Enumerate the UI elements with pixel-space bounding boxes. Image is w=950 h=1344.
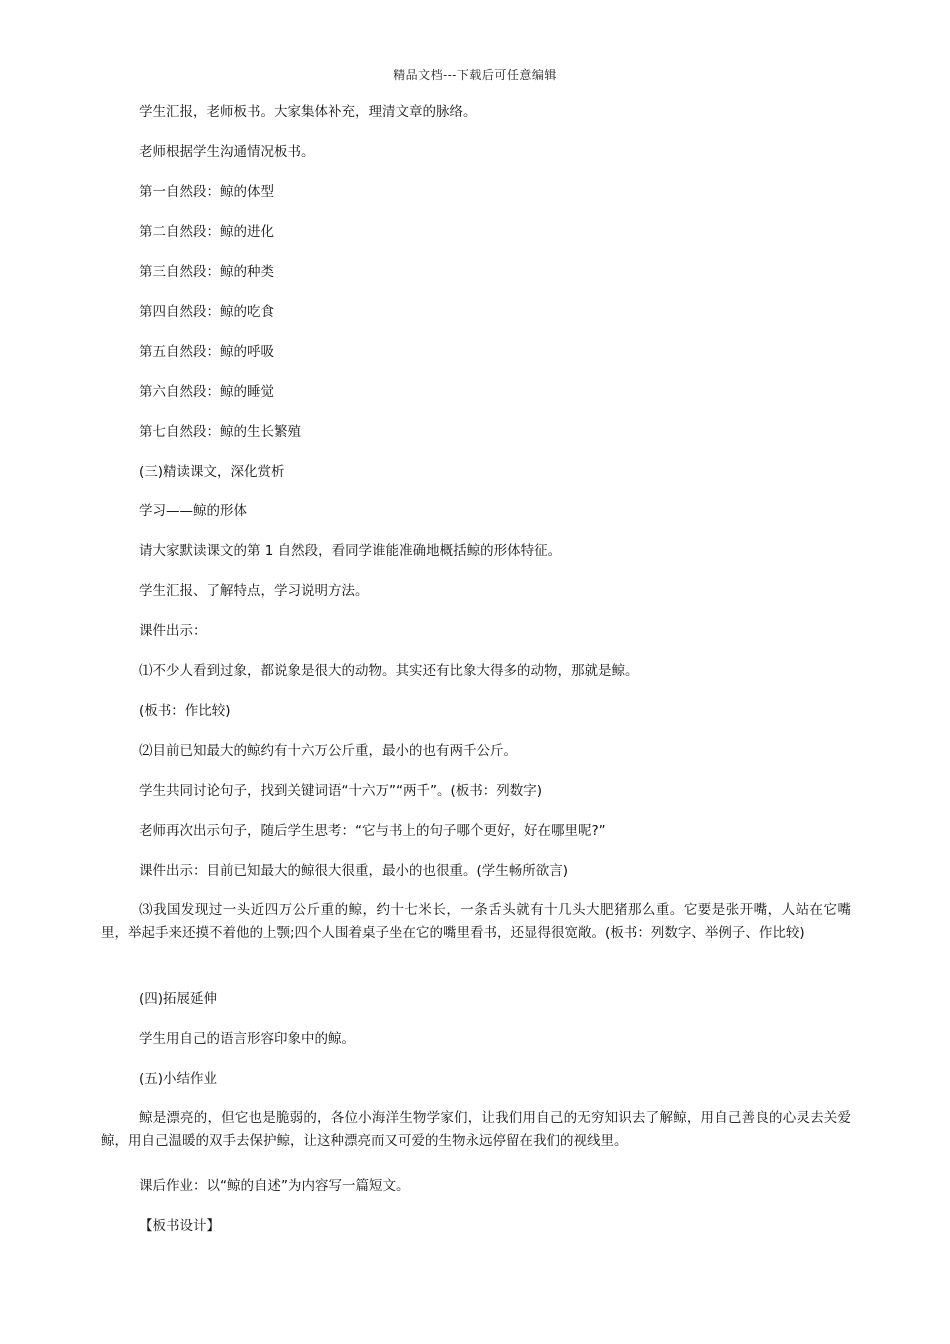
text-line: 课件出示：目前已知最大的鲸很大很重，最小的也很重。(学生畅所欲言): [139, 863, 569, 879]
text-line: 学生共同讨论句子，找到关键词语“十六万”“两千”。(板书：列数字): [139, 783, 543, 799]
text-line: 老师再次出示句子，随后学生思考：“它与书上的句子哪个更好，好在哪里呢?”: [139, 823, 606, 839]
paragraph-summary: 鲸是漂亮的，但它也是脆弱的，各位小海洋生物学家们，让我们用自己的无穷知识去了解鲸，用自己善良的心灵去关爱鲸，用自己温暖的双手去保护鲸，让这种漂亮而又可爱的生物永远停留在我们的视线里。: [101, 1110, 851, 1149]
text-line: 第六自然段：鲸的睡觉: [139, 384, 274, 400]
page-header: 精品文档---下载后可任意编辑: [393, 68, 557, 82]
text-line: 学生用自己的语言形容印象中的鲸。: [139, 1031, 355, 1047]
section-heading: (三)精读课文，深化赏析: [139, 464, 285, 480]
text-line: 学生汇报、了解特点，学习说明方法。: [139, 583, 369, 599]
paragraph-example-3: ⑶我国发现过一头近四万公斤重的鲸，约十七米长，一条舌头就有十几头大肥猪那么重。它要是张开嘴，人站在它嘴里，举起手来还摸不着他的上颚;四个人围着桌子坐在它的嘴里看书，还显得很宽敞。(板书：列数字、举例子、作比较): [101, 902, 851, 941]
text-line: 第七自然段：鲸的生长繁殖: [139, 424, 301, 440]
homework-line: 课后作业：以“鲸的自述”为内容写一篇短文。: [139, 1178, 410, 1194]
text-line: 老师根据学生沟通情况板书。: [139, 144, 315, 160]
text-line: 第一自然段：鲸的体型: [139, 184, 274, 200]
text-line: ⑴不少人看到过象，都说象是很大的动物。其实还有比象大得多的动物，那就是鲸。: [139, 663, 639, 679]
text-line: ⑵目前已知最大的鲸约有十六万公斤重，最小的也有两千公斤。: [139, 743, 517, 759]
board-design-heading: 【板书设计】: [139, 1218, 220, 1234]
text-line: 课件出示：: [139, 623, 207, 639]
text-line: 第五自然段：鲸的呼吸: [139, 344, 274, 360]
text-line: (板书：作比较): [139, 703, 231, 719]
text-line: 学习——鲸的形体: [139, 503, 247, 519]
text-line: 第二自然段：鲸的进化: [139, 224, 274, 240]
text-line: 第四自然段：鲸的吃食: [139, 304, 274, 320]
text-line: 学生汇报，老师板书。大家集体补充，理清文章的脉络。: [139, 104, 477, 120]
text-line: 第三自然段：鲸的种类: [139, 264, 274, 280]
section-heading: (四)拓展延伸: [139, 991, 218, 1007]
section-heading: (五)小结作业: [139, 1071, 218, 1087]
text-line: 请大家默读课文的第 1 自然段，看同学谁能准确地概括鲸的形体特征。: [139, 543, 562, 559]
